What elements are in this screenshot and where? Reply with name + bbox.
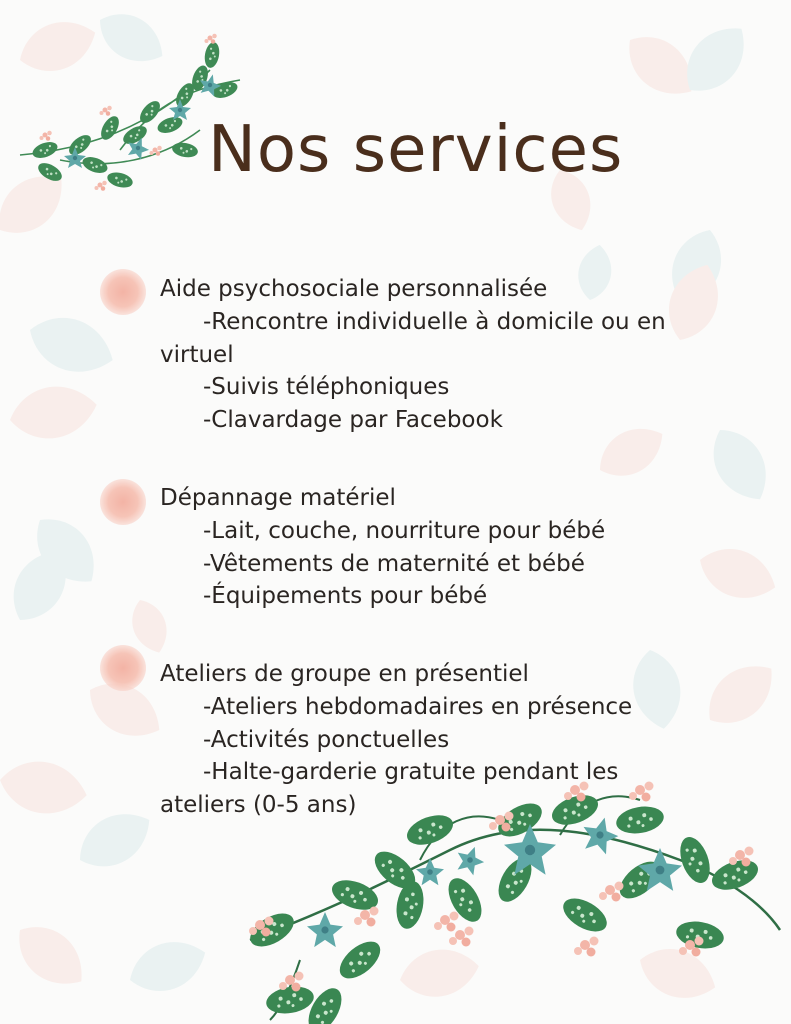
service-item: -Équipements pour bébé — [203, 583, 488, 609]
section-heading: Ateliers de groupe en présentiel — [160, 661, 529, 687]
service-item: -Clavardage par Facebook — [203, 406, 503, 433]
section-bullet-dot — [100, 479, 146, 525]
service-item: -Suivis téléphoniques — [203, 374, 450, 400]
service-item: -Activités ponctuelles — [203, 726, 450, 753]
service-item: -Rencontre individuelle à domicile ou en virtuel — [160, 309, 666, 368]
service-item: -Lait, couche, nourriture pour bébé — [203, 518, 606, 544]
page-title: Nos services — [208, 113, 624, 187]
section-heading: Dépannage matériel — [160, 485, 396, 511]
section-bullet-dot — [100, 269, 146, 315]
service-item: -Ateliers hebdomadaires en présence — [203, 694, 633, 720]
section-heading: Aide psychosociale personnalisée — [160, 276, 548, 302]
service-item: -Vêtements de maternité et bébé — [203, 550, 585, 577]
section-bullet-dot — [100, 645, 146, 691]
service-item: -Halte-garderie gratuite pendant les ateliers (0-5 ans) — [160, 759, 619, 818]
